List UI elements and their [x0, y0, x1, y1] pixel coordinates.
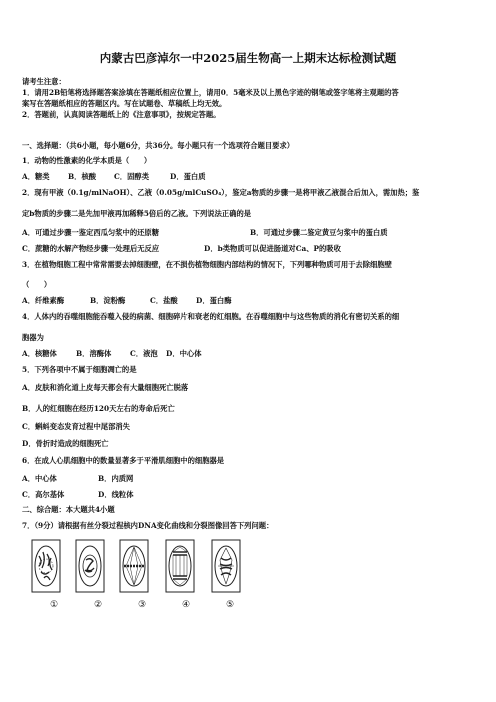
figure-label-5: ⑤ — [225, 600, 235, 610]
question-1-stem: 1．动物的性激素的化学本质是（ ） — [22, 156, 152, 165]
q4-option-a: A．核糖体 — [22, 349, 57, 358]
question-7-stem: 7．（9分）请根据有丝分裂过程核内DNA变化曲线和分裂图像回答下列问题： — [22, 521, 274, 530]
q5-option-a: A．皮肤和消化道上皮每天都会有大量细胞死亡脱落 — [22, 383, 189, 392]
question-6-stem: 6．在成人心肌细胞中的数量显著多于平滑肌细胞中的细胞器是 — [22, 456, 225, 465]
q6-option-b: B．内质网 — [98, 474, 134, 483]
figure-label-3: ③ — [137, 600, 147, 610]
question-3-stem: 3．在植物细胞工程中常常需要去掉细胞壁，在不损伤植物细胞内部结构的情况下，下列哪种物质可用于去除细胞壁 — [22, 260, 392, 269]
q3-option-a: A．纤维素酶 — [22, 296, 65, 305]
q6-option-a: A．中心体 — [22, 474, 57, 483]
notice-line-3: 2．答题前，认真阅读答题纸上的《注意事项》，按规定答题。 — [22, 110, 221, 119]
question-2-stem-1: 2．现有甲液（0.1g/mlNaOH）、乙液（0.05g/mlCuSO₄），鉴定a物质的步骤一是将甲液乙液混合后加入，需加热；鉴 — [22, 188, 420, 197]
q1-option-c: C．固醇类 — [114, 172, 149, 181]
question-5-stem: 5．下列各项中不属于细胞凋亡的是 — [22, 365, 137, 374]
section-2-heading: 二、综合题：本大题共4小题 — [22, 505, 115, 514]
question-4-stem-1: 4．人体内的吞噬细胞能吞噬入侵的病菌、细胞碎片和衰老的红细胞。在吞噬细胞中与这些物质的消化有密切关系的细 — [22, 312, 400, 321]
notice-heading: 请考生注意： — [22, 77, 66, 86]
q1-option-a: A．糖类 — [22, 172, 50, 181]
q2-option-d: D．b类物质可以促进肠道对Ca、P的吸收 — [204, 244, 341, 253]
q4-option-c: C．液泡 — [130, 349, 158, 358]
figure-label-1: ① — [49, 600, 59, 610]
notice-line-1: 1．请用2B铅笔将选择题答案涂填在答题纸相应位置上，请用0．5毫米及以上黑色字迹的钢笔或签字笔将主观题的答 — [22, 88, 399, 97]
notice-line-2: 案写在答题纸相应的答题区内。写在试题卷、草稿纸上均无效。 — [22, 99, 227, 108]
mitosis-figures — [30, 538, 242, 610]
cell-figure-1 — [30, 538, 62, 594]
q5-option-c: C．蝌蚪变态发育过程中尾部消失 — [22, 422, 130, 431]
question-3-paren: （ ） — [22, 280, 52, 289]
cell-figure-5 — [210, 538, 242, 594]
q3-option-d: D．蛋白酶 — [196, 296, 232, 305]
cell-figure-3 — [118, 538, 150, 594]
q1-option-d: D．蛋白质 — [170, 172, 206, 181]
q4-option-b: B．溶酶体 — [76, 349, 112, 358]
question-2-stem-2: 定b物质的步骤二是先加甲液再加稀释5倍后的乙液。下列说法正确的是 — [22, 209, 252, 218]
q2-option-c: C．蔗糖的水解产物经步骤一处理后无反应 — [22, 244, 160, 253]
q4-option-d: D．中心体 — [166, 349, 202, 358]
page-title: 内蒙古巴彦淖尔一中2025届生物高一上期末达标检测试题 — [99, 51, 397, 65]
q5-option-b: B．人的红细胞在经历120天左右的寿命后死亡 — [22, 404, 175, 413]
question-4-stem-2: 胞器为 — [22, 333, 44, 342]
q2-option-b: B．可通过步骤二鉴定黄豆匀浆中的蛋白质 — [250, 228, 388, 237]
q3-option-b: B．淀粉酶 — [90, 296, 126, 305]
q3-option-c: C．盐酸 — [150, 296, 178, 305]
q6-option-d: D．线粒体 — [98, 490, 134, 499]
q1-option-b: B．核酸 — [68, 172, 97, 181]
q2-option-a: A．可通过步骤一鉴定西瓜匀浆中的还原糖 — [22, 228, 160, 237]
q5-option-d: D．骨折时造成的细胞死亡 — [22, 439, 109, 448]
q6-option-c: C．高尔基体 — [22, 490, 65, 499]
cell-figure-2 — [74, 538, 106, 594]
figure-label-4: ④ — [181, 600, 191, 610]
section-1-heading: 一、选择题：（共6小题，每小题6分，共36分。每小题只有一个选项符合题目要求） — [22, 141, 295, 150]
cell-figure-4 — [164, 538, 196, 594]
figure-label-2: ② — [93, 600, 103, 610]
